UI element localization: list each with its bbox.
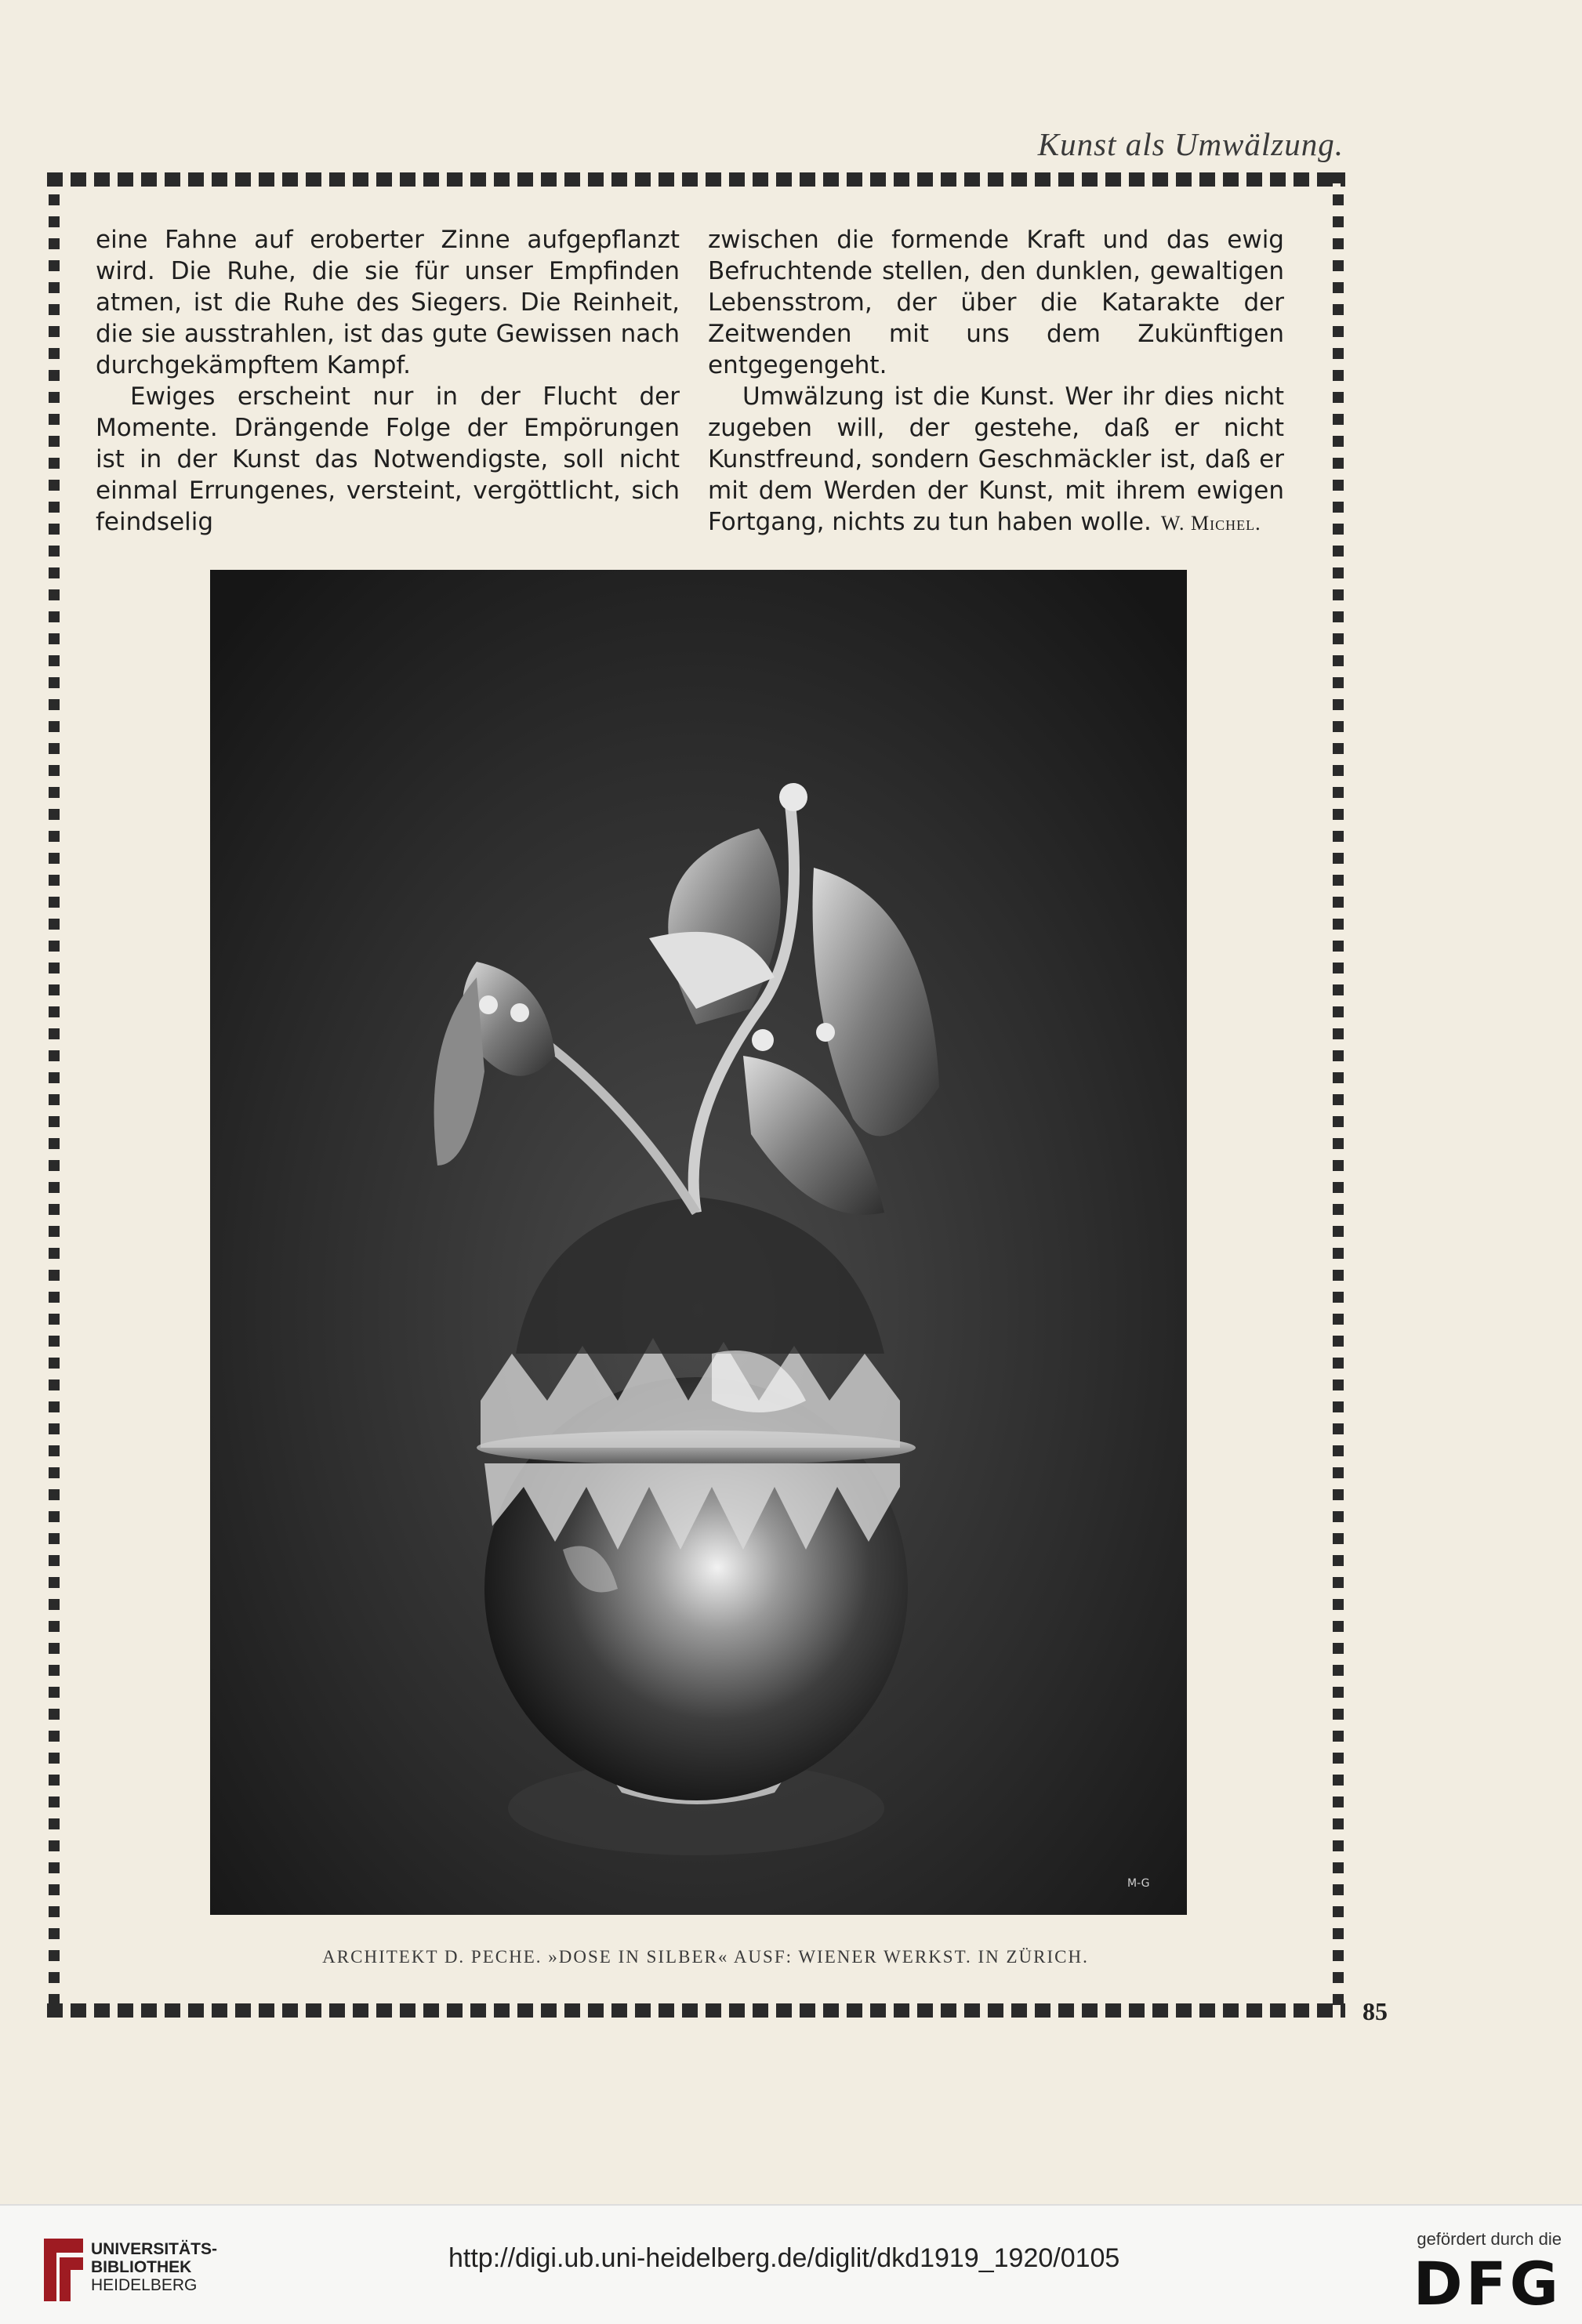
- text-column-right: [708, 224, 1284, 539]
- library-name-line: UNIVERSITÄTS-: [91, 2240, 218, 2258]
- digitization-footer: [0, 2204, 1582, 2324]
- paragraph: zwischen die formende Kraft und das ewig Befruchtende stellen, den dunklen, gewaltigen Lebensstrom, der über die Katarakte der Zeitwenden mit uns dem Zukünftigen entgegengeht.: [708, 226, 1284, 379]
- library-name-line: HEIDELBERG: [91, 2276, 198, 2294]
- university-library-logo: [36, 2239, 83, 2301]
- running-head: Kunst als Umwälzung.: [1037, 126, 1344, 162]
- paragraph: eine Fahne auf eroberter Zinne aufgepflanzt wird. Die Ruhe, die sie für unser Empfinden atmen, ist die Ruhe des Siegers. Die Reinheit, die sie ausstrahlen, ist das gute Gewissen nach durchgekämpftem Kampf.: [96, 226, 680, 379]
- frame-top-border: [47, 172, 1345, 187]
- photograph-silver-box: [210, 570, 1187, 1915]
- paragraph-text: Umwälzung ist die Kunst. Wer ihr dies nicht zugeben will, der gestehe, daß er nicht Kunstfreund, sondern Geschmäckler ist, daß er mit dem Werden der Kunst, mit ihrem ewigen Fortgang, nichts zu tun haben wolle.: [708, 382, 1284, 536]
- page-number: 85: [1362, 1997, 1388, 2025]
- photo-monogram: M-G: [1127, 1877, 1150, 1890]
- paragraph: [708, 381, 1284, 539]
- dfg-logo: DFG: [1413, 2249, 1562, 2319]
- figure-caption: ARCHITEKT D. PECHE. »DOSE IN SILBER« AUSF: WIENER WERKST. IN ZÜRICH.: [322, 1947, 1089, 1967]
- text-column-left: [96, 224, 680, 538]
- funder-credit: [1413, 2229, 1562, 2319]
- author-byline: W. Michel.: [1160, 512, 1261, 535]
- frame-left-border: [49, 172, 60, 2007]
- library-name-line: BIBLIOTHEK: [91, 2258, 192, 2276]
- frame-bottom-border: [47, 2003, 1345, 2018]
- permalink-url[interactable]: http://digi.ub.uni-heidelberg.de/diglit/dkd1919_1920/0105: [448, 2243, 1120, 2273]
- frame-right-border: [1333, 172, 1344, 2007]
- silver-box-illustration: [210, 570, 1187, 1915]
- paragraph: Ewiges erscheint nur in der Flucht der Momente. Drängende Folge der Empörungen ist in der Kunst das Notwendigste, soll nicht einmal Errungenes, versteint, vergöttlicht, sich feindselig: [96, 382, 680, 536]
- library-name: [91, 2240, 217, 2294]
- funded-by-text: gefördert durch die: [1417, 2229, 1562, 2249]
